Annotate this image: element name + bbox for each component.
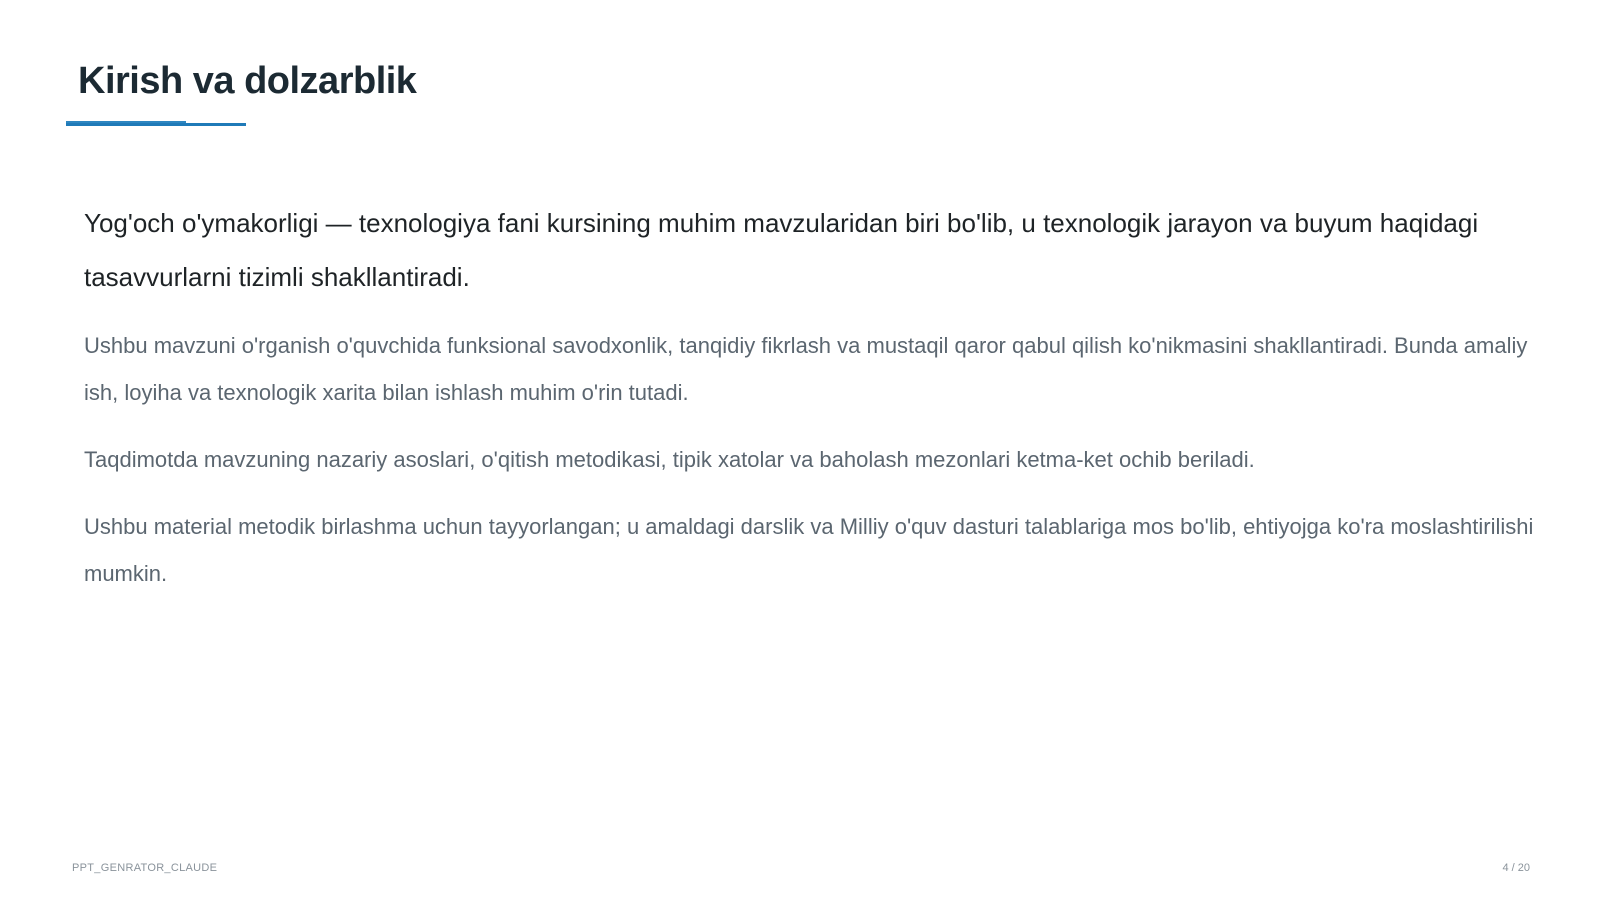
- title-underline-main-bar: [66, 123, 246, 126]
- page-indicator: 4 / 20: [1502, 862, 1530, 874]
- title-underline: [66, 121, 246, 126]
- footer-brand: PPT_GENRATOR_CLAUDE: [72, 862, 218, 874]
- body-paragraph-2: Taqdimotda mavzuning nazariy asoslari, o'qitish metodikasi, tipik xatolar va baholash mezonlari ketma-ket ochib beriladi.: [84, 447, 1255, 472]
- slide-title: Kirish va dolzarblik: [78, 60, 417, 102]
- lead-paragraph: Yog'och o'ymakorligi — texnologiya fani kursining muhim mavzularidan biri bo'lib, u texnologik jarayon va buyum haqidagi tasavvurlarni tizimli shakllantiradi.: [84, 208, 1479, 292]
- slide-content: [84, 196, 1534, 617]
- body-paragraph-3: Ushbu material metodik birlashma uchun tayyorlangan; u amaldagi darslik va Milliy o'quv dasturi talablariga mos bo'lib, ehtiyojga ko'ra moslashtirilishi mumkin.: [84, 514, 1534, 586]
- body-paragraph-1: Ushbu mavzuni o'rganish o'quvchida funksional savodxonlik, tanqidiy fikrlash va mustaqil qaror qabul qilish ko'nikmasini shakllantiradi. Bunda amaliy ish, loyiha va texnologik xarita bilan ishlash muhim o'rin tutadi.: [84, 333, 1528, 405]
